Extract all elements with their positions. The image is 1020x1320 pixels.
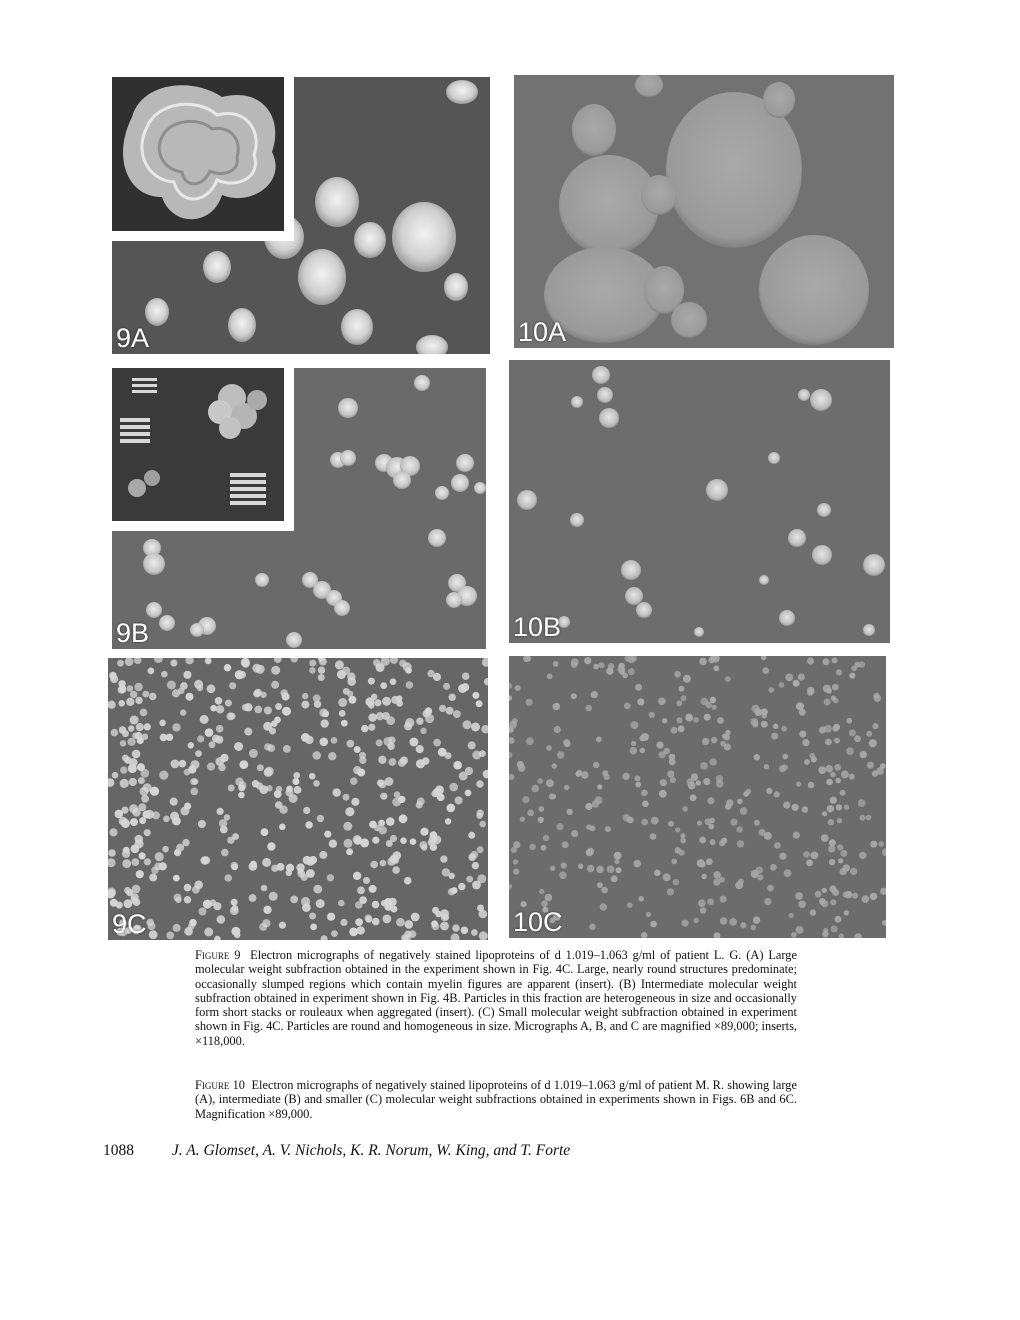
figure-9-label: Figure 9 — [195, 948, 241, 962]
micrograph-10c-image — [509, 656, 886, 938]
micrograph-9b — [112, 368, 486, 649]
panel-label-9a: 9A — [116, 323, 150, 353]
figure-9-text: Electron micrographs of negatively stained lipoproteins of d 1.019–1.063 g/ml of patient L. G. (A) Large molecular weight subfraction obtained in the experiment shown in Fig. 4C. Large, nearly round structures predominate; occasionally slumped regions which contain myelin figures are apparent (insert). (B) Intermediate molecular weight subfraction obtained in experiment shown in Fig. 4B. Particles in this fraction are heterogeneous in size and occasionally form short stacks or rouleaux when aggregated (insert). (C) Small molecular weight subfraction obtained in experiment shown in Fig. 4C. Particles are round and homogeneous in size. Micrographs A, B, and C are magnified ×89,000; inserts, ×118,000. — [195, 948, 797, 1048]
page-number: 1088 — [103, 1142, 134, 1159]
micrograph-9a — [112, 77, 490, 354]
micrograph-10b — [509, 360, 890, 643]
micrograph-9a-insert — [112, 77, 294, 241]
micrograph-9c-image — [108, 658, 488, 940]
micrograph-10a-image — [514, 75, 894, 348]
panel-label-10b: 10B — [513, 612, 562, 642]
figure-10-text: Electron micrographs of negatively stained lipoproteins of d 1.019–1.063 g/ml of patient M. R. showing large (A), intermediate (B) and smaller (C) molecular weight subfractions obtained in experiments shown in Figs. 6B and 6C. Magnification ×89,000. — [195, 1078, 797, 1121]
author-line: J. A. Glomset, A. V. Nichols, K. R. Norum, W. King, and T. Forte — [171, 1142, 571, 1159]
panel-label-10c: 10C — [513, 907, 563, 937]
micrograph-10b-image — [509, 360, 890, 643]
figure-10-caption — [195, 1078, 797, 1121]
panel-label-10a: 10A — [518, 317, 567, 347]
micrograph-9c — [108, 658, 488, 940]
panel-label-9b: 9B — [116, 618, 150, 648]
page-footer — [103, 1142, 570, 1160]
micrograph-10c — [509, 656, 886, 938]
figure-9-caption — [195, 948, 797, 1048]
panel-label-9c: 9C — [112, 909, 147, 939]
figure-10-label: Figure 10 — [195, 1078, 245, 1092]
micrograph-9b-insert — [112, 368, 294, 531]
micrograph-10a — [514, 75, 894, 348]
